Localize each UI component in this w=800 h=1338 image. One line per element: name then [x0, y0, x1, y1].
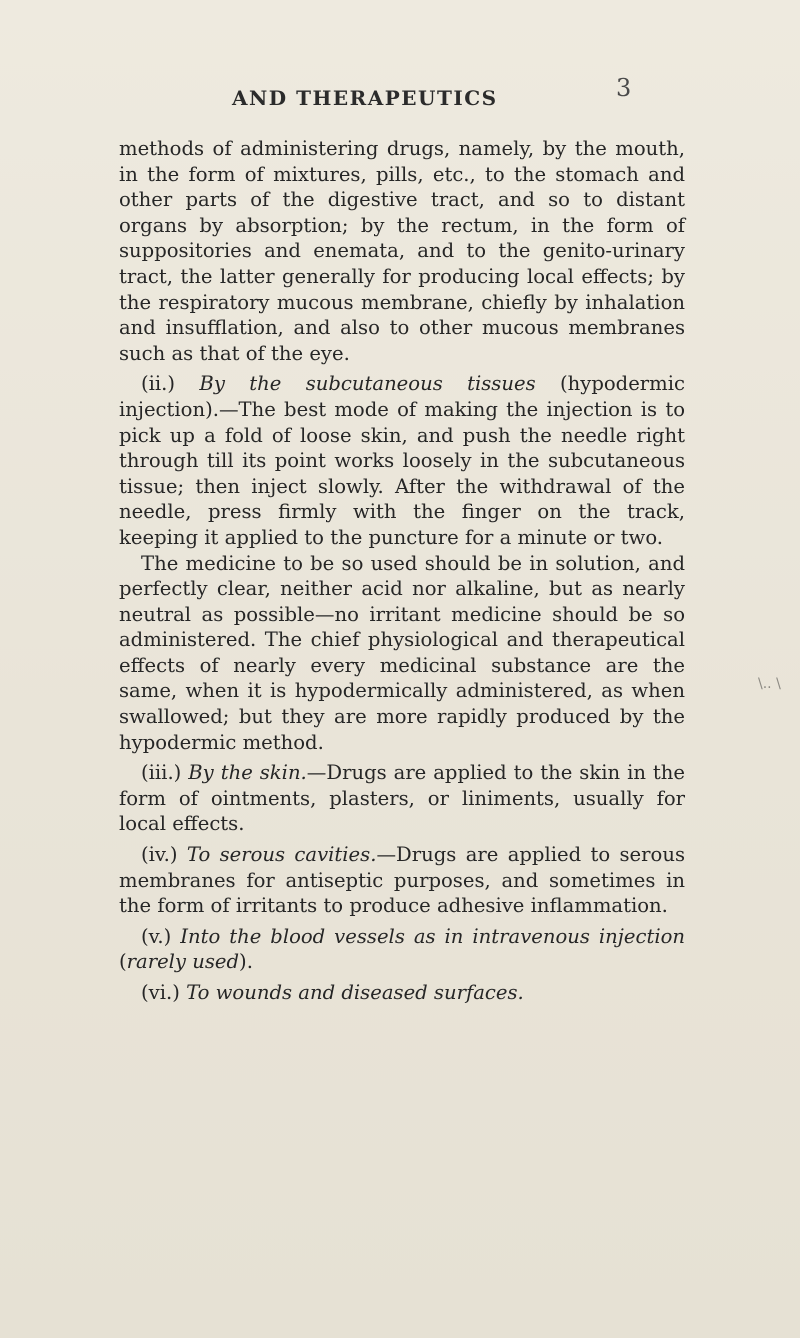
page-number: 3 [616, 74, 632, 102]
item-heading: To wounds and diseased surfaces. [186, 981, 524, 1004]
paragraph-text: (hypodermic injection).—The best mode of making the injection is to pick up a fold of loose skin, and push the needle right through till its point works loosely in the subcutaneous tissue; then inject slowly. After the withdrawal of the needle, press firmly with the finger on the track, keeping it applied to the puncture for a minute or two. [119, 372, 685, 549]
item-heading: By the skin. [188, 761, 307, 785]
body-text [119, 136, 685, 1006]
item-number: (vi.) [141, 981, 187, 1004]
paragraph-wounds [119, 980, 685, 1006]
item-number: (iii.) [141, 761, 189, 785]
paren-open: ( [119, 950, 127, 974]
page-header [0, 74, 800, 116]
paragraph-skin [119, 760, 685, 837]
paragraph-text: —Drugs are applied to the skin in the form of ointments, plasters, or liniments, usually for local effects. [119, 761, 685, 836]
paragraph-text: —Drugs are applied to serous membranes for antiseptic purposes, and sometimes in the form of irritants to produce adhesive inflammation. [119, 843, 685, 918]
paragraph-text: methods of administering drugs, namely, by the mouth, in the form of mixtures, pills, etc., to the stomach and other parts of the digestive tract, and so to distant organs by absorption; by the rectum, in the form of suppositories and enemata, and to the genito-urinary tract, the latter generally for producing local effects; by the respiratory mucous membrane, chiefly by inhalation and insufflation, and also to other mucous membranes such as that of the eye. [119, 137, 685, 365]
paragraph-blood-vessels [119, 924, 685, 975]
item-heading: Into the blood vessels as in intravenous injection [180, 924, 685, 948]
paragraph-subcutaneous [119, 371, 685, 550]
paren-note: rarely used [126, 950, 240, 974]
item-heading: By the subcutaneous tissues [199, 372, 536, 396]
paragraph-methods [119, 136, 685, 366]
paren-close: ). [239, 950, 253, 974]
paragraph-serous [119, 842, 685, 919]
item-number: (iv.) [141, 843, 187, 867]
item-number: (v.) [141, 924, 181, 948]
running-title: AND THERAPEUTICS [232, 86, 498, 110]
item-number: (ii.) [141, 372, 200, 396]
item-heading: To serous cavities. [186, 843, 377, 867]
margin-mark: \.. \ [758, 676, 781, 692]
paragraph-text: The medicine to be so used should be in solution, and perfectly clear, neither acid nor alkaline, but as nearly neutral as possible—no irritant medicine should be so administered. The chief physiological and therapeutical effects of nearly every medicinal substance are the same, when it is hypodermically administered, as when swallowed; but they are more rapidly produced by the hypodermic method. [119, 551, 685, 754]
paragraph-solution [119, 551, 685, 756]
